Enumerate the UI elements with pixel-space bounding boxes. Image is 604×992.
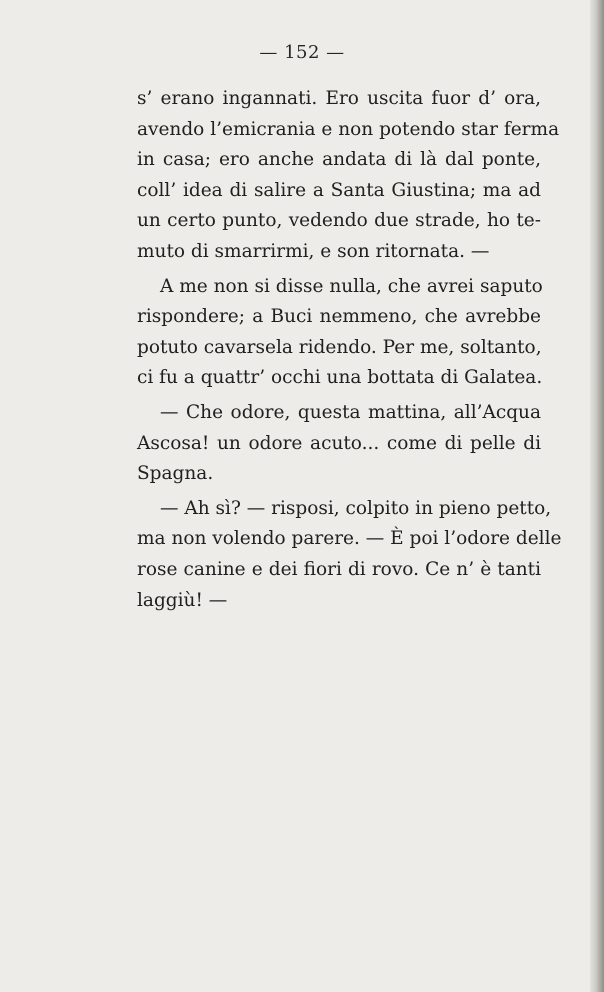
body-text bbox=[137, 84, 562, 616]
text-line: laggiù! — bbox=[137, 589, 228, 611]
text-line: s’ erano ingannati. Ero uscita fuor d’ ora, bbox=[137, 88, 541, 109]
paragraph-1 bbox=[137, 84, 560, 268]
paragraph-3 bbox=[137, 398, 541, 490]
text-line: A me non si disse nulla, che avrei saputo bbox=[160, 275, 543, 297]
text-line: Spagna. bbox=[137, 463, 214, 485]
text-line: potuto cavarsela ridendo. Per me, soltanto, bbox=[137, 336, 542, 358]
page-number: — 152 — bbox=[259, 42, 345, 63]
text-line: muto di smarrirmi, e son ritornata. — bbox=[137, 240, 490, 262]
paragraph-2 bbox=[137, 272, 541, 394]
text-line: rose canine e dei fiori di rovo. Ce n’ è tanti bbox=[137, 558, 541, 580]
text-line: rispondere; a Buci nemmeno, che avrebbe bbox=[137, 306, 541, 328]
text-line: in casa; ero anche andata di là dal ponte, bbox=[137, 149, 541, 171]
text-line: coll’ idea di salire a Santa Giustina; ma ad bbox=[137, 179, 541, 201]
text-line: Ascosa! un odore acuto... come di pelle di bbox=[137, 432, 541, 454]
text-line: avendo l’emicrania e non potendo star ferma bbox=[137, 118, 560, 140]
text-line: ci fu a quattr’ occhi una bottata di Galatea. bbox=[137, 367, 543, 389]
page-edge-shadow bbox=[590, 0, 604, 992]
text-line: ma non volendo parere. — È poi l’odore delle bbox=[137, 528, 562, 550]
text-line: un certo punto, vedendo due strade, ho te- bbox=[137, 210, 541, 232]
paragraph-4 bbox=[137, 494, 562, 616]
text-line: — Che odore, questa mattina, all’Acqua bbox=[160, 401, 541, 423]
text-line: — Ah sì? — risposi, colpito in pieno petto, bbox=[160, 497, 552, 519]
